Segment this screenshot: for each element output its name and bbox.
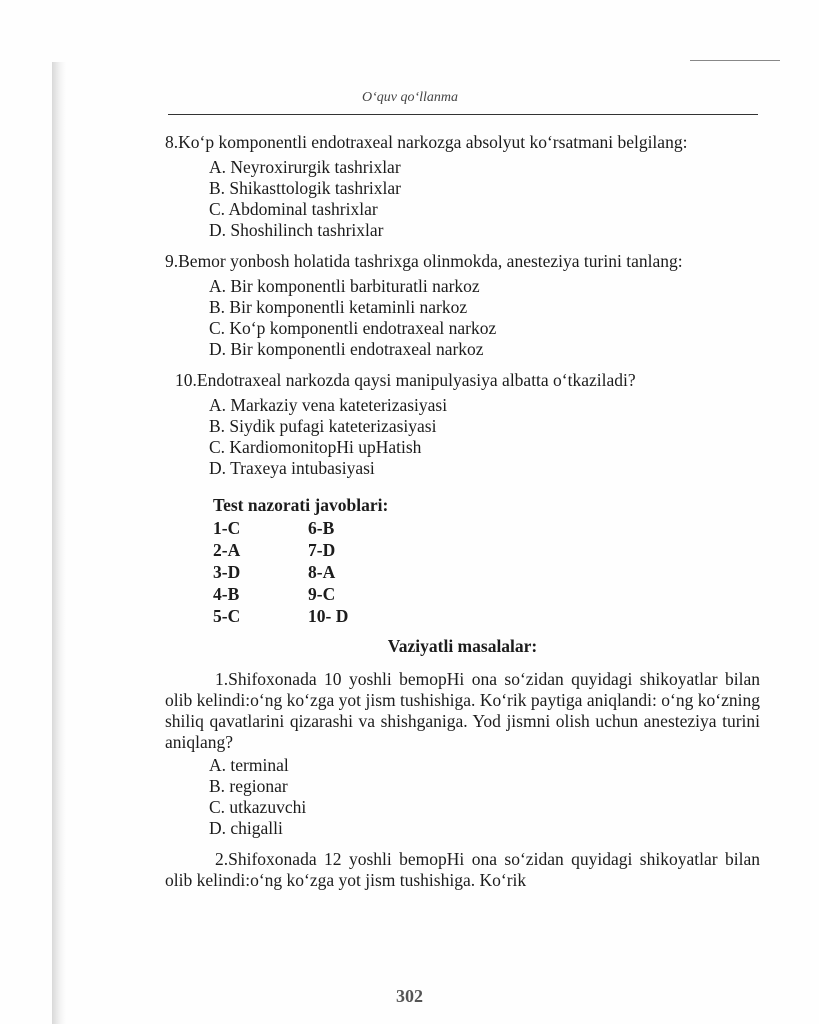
option: C. Ko‘p komponentli endotraxeal narkoz: [209, 318, 497, 338]
question-10: [165, 370, 760, 391]
answer-cell: 8-A: [308, 562, 336, 582]
question-text: 9.Bemor yonbosh holatida tashrixga olinmokda, anesteziya turini tanlang:: [165, 251, 683, 271]
question-8: [165, 132, 760, 153]
header-rule: [168, 114, 758, 115]
problem-2-text: 2.Shifoxonada 12 yoshli bemopHi ona so‘zidan quyidagi shikoyatlar bilan olib kelindi:o‘ng ko‘zga yot jism tushishiga. Ko‘rik: [165, 849, 760, 890]
question-10-options: [209, 395, 760, 479]
situational-title: Vaziyatli masalalar:: [387, 636, 538, 656]
option: A. Neyroxirurgik tashrixlar: [209, 157, 401, 177]
option: A. Bir komponentli barbituratli narkoz: [209, 276, 480, 296]
option: B. Bir komponentli ketaminli narkoz: [209, 297, 468, 317]
option: C. KardiomonitopHi upHatish: [209, 437, 422, 457]
option: A. Markaziy vena kateterizasiyasi: [209, 395, 448, 415]
answer-cell: 10- D: [308, 606, 349, 626]
option: B. regionar: [209, 776, 288, 796]
option: C. utkazuvchi: [209, 797, 307, 817]
problem-1-options: [209, 755, 760, 839]
page-binding-shadow: [52, 62, 66, 1024]
question-9: [165, 251, 760, 272]
answer-cell: 3-D: [213, 562, 241, 582]
option: A. terminal: [209, 755, 289, 775]
option: B. Shikasttologik tashrixlar: [209, 178, 402, 198]
question-8-options: [209, 157, 760, 241]
problem-1-text: 1.Shifoxonada 10 yoshli bemopHi ona so‘zidan quyidagi shikoyatlar bilan olib kelindi:o‘ng ko‘zga yot jism tushishiga. Ko‘rik paytiga aniqlandi: o‘ng ko‘zning shiliq qavatlarini qizarashi va shishganiga. Yod jismni olish uchun anesteziya turini aniqlang?: [165, 669, 760, 752]
question-text: 8.Ko‘p komponentli endotraxeal narkozga absolyut ko‘rsatmani belgilang:: [165, 132, 688, 152]
answer-cell: 9-C: [308, 584, 336, 604]
answer-cell: 7-D: [308, 540, 336, 560]
answer-cell: 2-A: [213, 540, 241, 560]
option: D. Shoshilinch tashrixlar: [209, 220, 384, 240]
answer-cell: 6-B: [308, 518, 335, 538]
option: D. chigalli: [209, 818, 283, 838]
question-9-options: [209, 276, 760, 360]
answer-cell: 5-C: [213, 606, 241, 626]
option: D. Bir komponentli endotraxeal narkoz: [209, 339, 484, 359]
question-text: 10.Endotraxeal narkozda qaysi manipulyasiya albatta o‘tkaziladi?: [175, 370, 636, 390]
answers-table: [213, 518, 348, 628]
table-row: [213, 562, 348, 584]
page-number: 302: [396, 986, 423, 1006]
table-row: [213, 584, 348, 606]
option: B. Siydik pufagi kateterizasiyasi: [209, 416, 437, 436]
table-row: [213, 540, 348, 562]
answers-title: Test nazorati javoblari:: [213, 495, 389, 515]
page-content: [165, 132, 760, 893]
running-header: O‘quv qo‘llanma: [361, 90, 459, 105]
answer-cell: 4-B: [213, 584, 240, 604]
option: C. Abdominal tashrixlar: [209, 199, 378, 219]
option: D. Traxeya intubasiyasi: [209, 458, 375, 478]
table-row: [213, 518, 348, 540]
top-rule: [690, 60, 780, 61]
answer-cell: 1-C: [213, 518, 241, 538]
table-row: [213, 606, 348, 628]
